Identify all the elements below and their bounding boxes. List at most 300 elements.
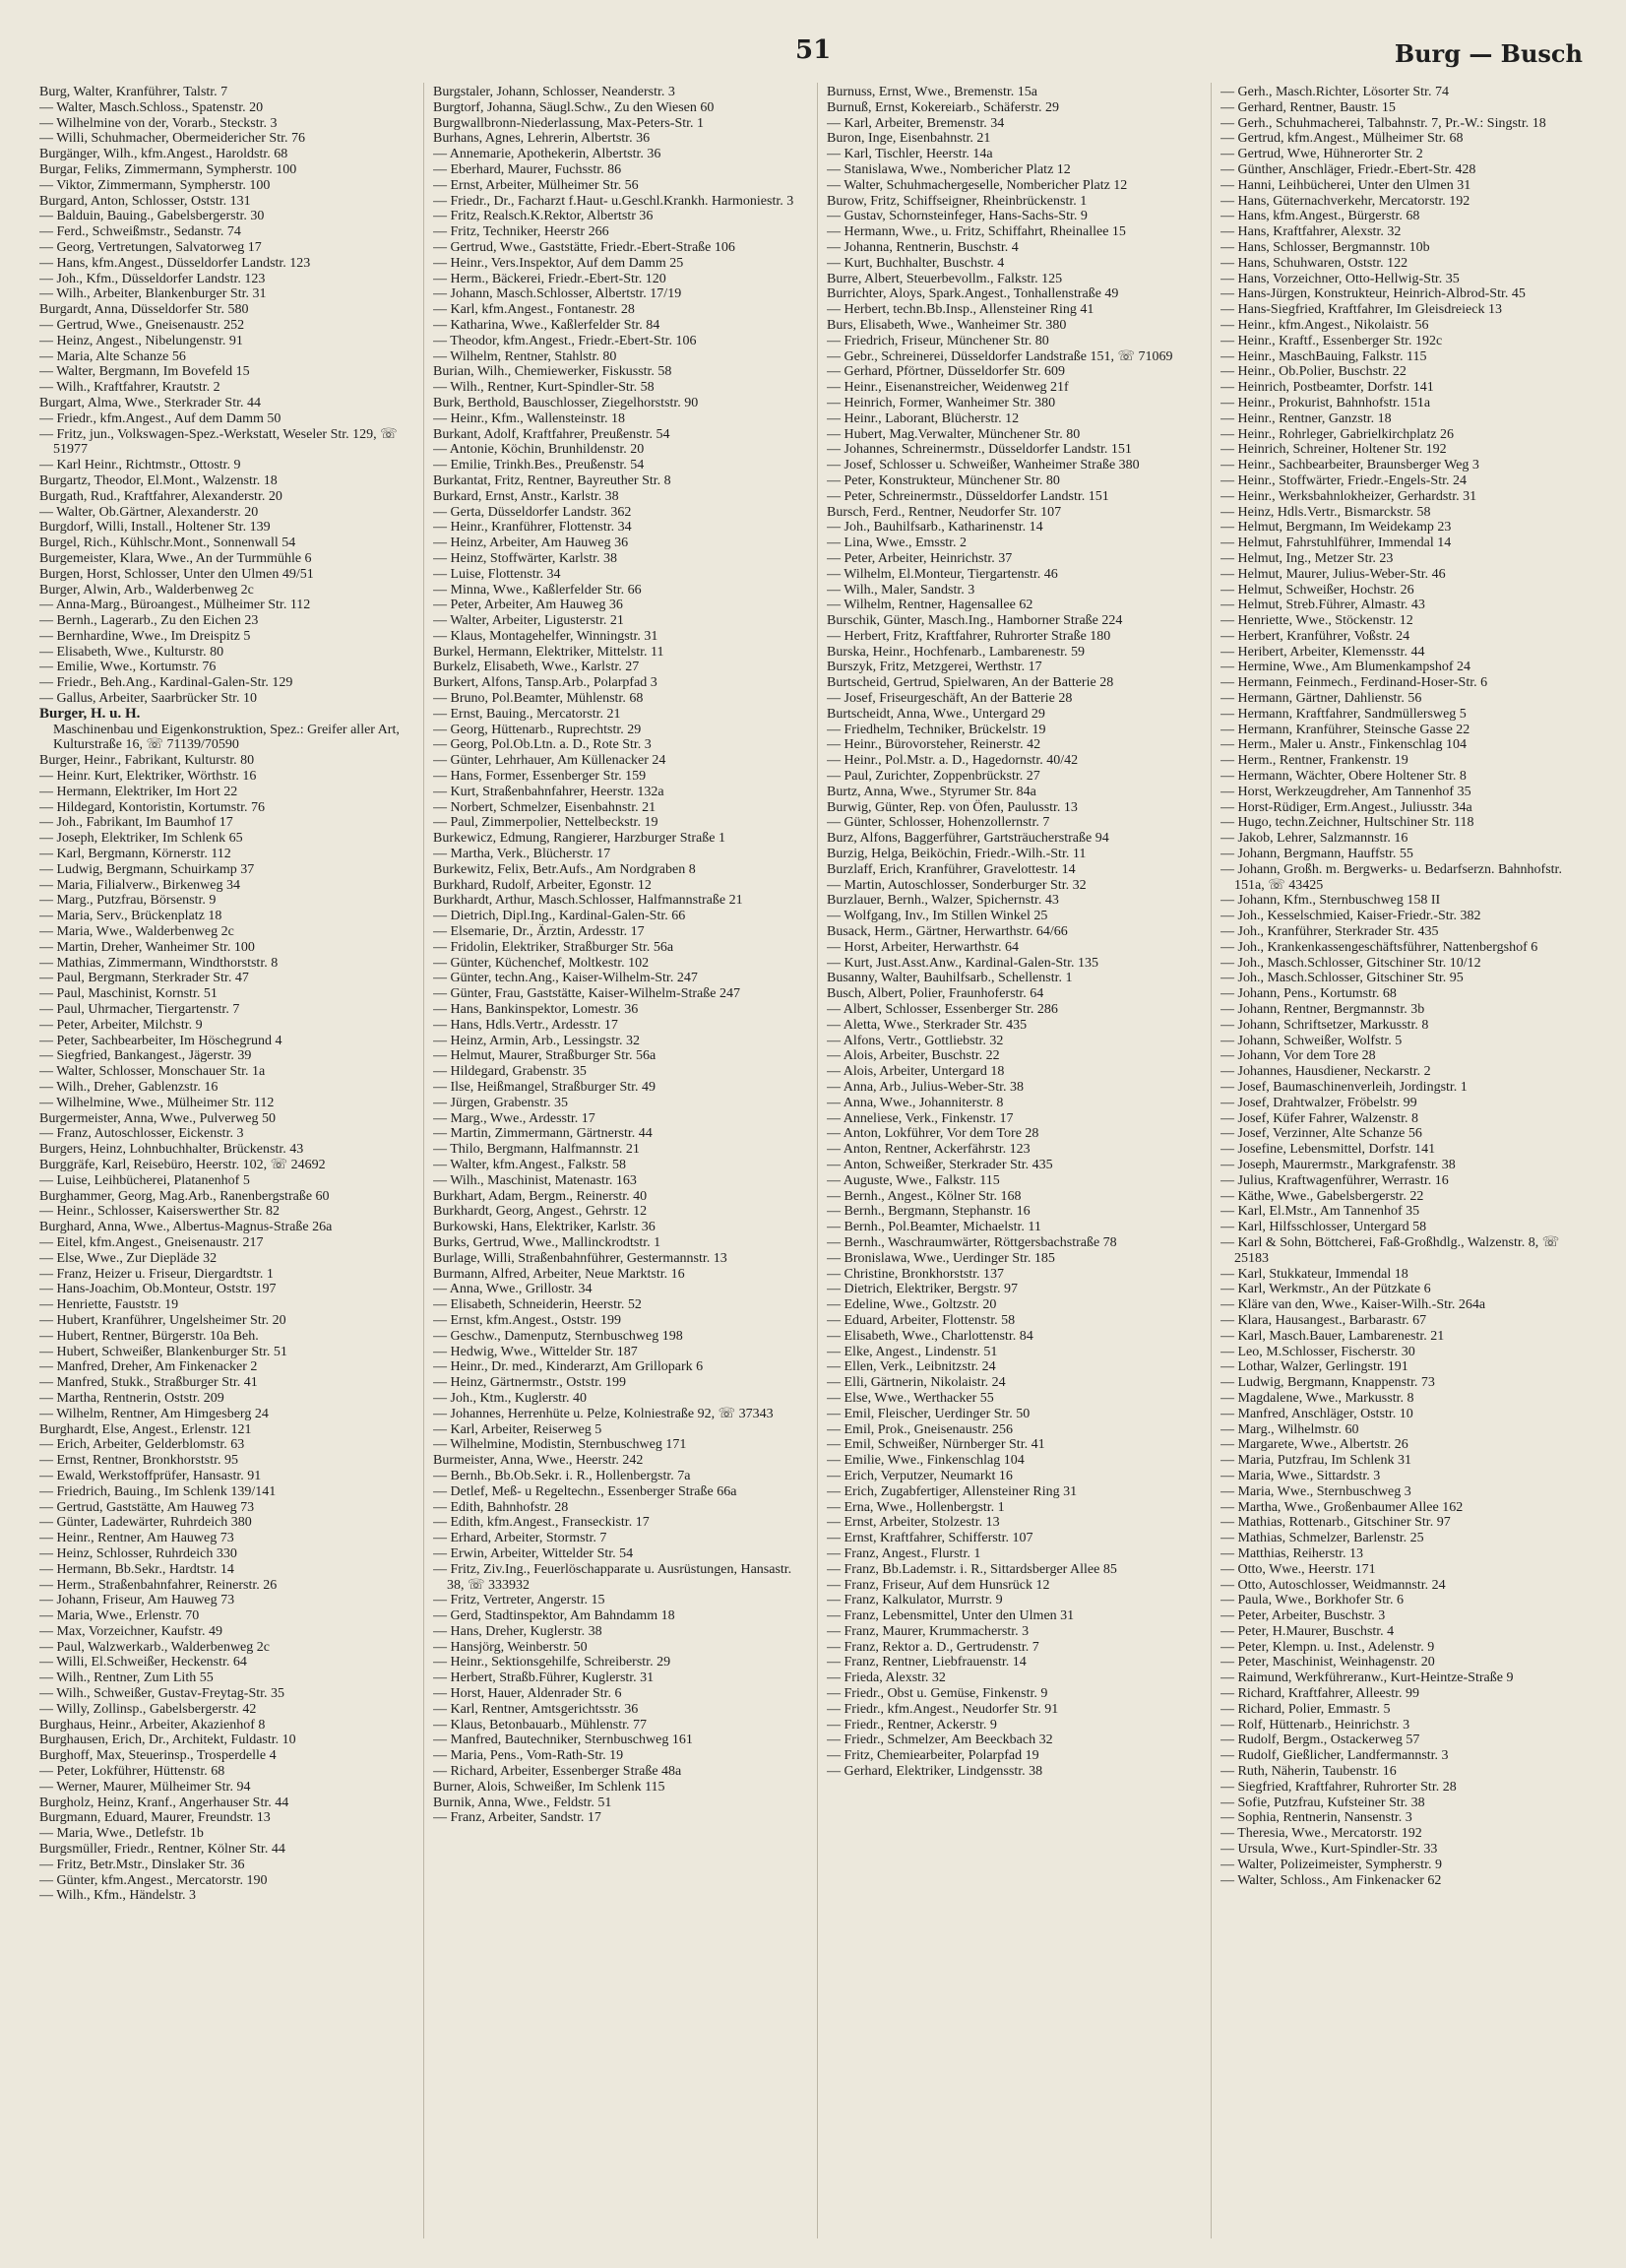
directory-entry: — Hubert, Rentner, Bürgerstr. 10a Beh.	[39, 1328, 259, 1344]
directory-entry: — Heinr., Prokurist, Bahnhofstr. 151a	[1220, 395, 1431, 410]
directory-entry: — Johannes, Schreinermstr., Düsseldorfer Landstr. 151	[827, 442, 1132, 458]
directory-entry: Burgard, Anton, Schlosser, Oststr. 131	[39, 193, 251, 209]
directory-entry: — Hermine, Wwe., Am Blumenkampshof 24	[1220, 660, 1471, 675]
directory-entry: — Herm., Bäckerei, Friedr.-Ebert-Str. 120	[433, 271, 666, 286]
directory-entry: — Richard, Polier, Emmastr. 5	[1220, 1701, 1391, 1717]
directory-entry: — Jakob, Lehrer, Salzmannstr. 16	[1220, 831, 1408, 847]
directory-entry: — Georg, Vertretungen, Salvatorweg 17	[39, 239, 262, 255]
directory-entry: Burtscheidt, Anna, Wwe., Untergard 29	[827, 706, 1045, 722]
directory-entry: — Gebr., Schreinerei, Düsseldorfer Landstraße 151, ☏ 71069	[827, 348, 1173, 364]
directory-entry: — Wilh., Kraftfahrer, Krautstr. 2	[39, 380, 220, 396]
directory-entry: — Fritz, Realsch.K.Rektor, Albertstr 36	[433, 209, 654, 224]
directory-columns	[39, 85, 1595, 2250]
directory-entry: — Walter, Schuhmachergeselle, Nombericher Platz 12	[827, 177, 1128, 193]
directory-entry: — Ludwig, Bergmann, Knappenstr. 73	[1220, 1375, 1435, 1391]
directory-entry: — Heinr., Pol.Mstr. a. D., Hagedornstr. 40/42	[827, 753, 1079, 769]
directory-entry: — Joh., Fabrikant, Im Baumhof 17	[39, 815, 233, 831]
directory-entry: Burk, Berthold, Bauschlosser, Ziegelhorststr. 90	[433, 395, 699, 410]
directory-entry: — Heinrich, Schreiner, Holtener Str. 192	[1220, 442, 1447, 458]
directory-entry: Burgel, Rich., Kühlschr.Mont., Sonnenwall 54	[39, 536, 296, 551]
directory-entry: — Willi, Schuhmacher, Obermeidericher Str. 76	[39, 131, 305, 147]
directory-entry: — Friedr., kfm.Angest., Auf dem Damm 50	[39, 410, 281, 426]
directory-entry: — Elisabeth, Wwe., Charlottenstr. 84	[827, 1328, 1033, 1344]
directory-entry: — Else, Wwe., Werthacker 55	[827, 1390, 994, 1406]
directory-entry: — Mathias, Rottenarb., Gitschiner Str. 97	[1220, 1515, 1451, 1531]
directory-entry: Burgers, Heinz, Lohnbuchhalter, Brückenstr. 43	[39, 1142, 304, 1158]
directory-entry: — Franz, Heizer u. Friseur, Diergardtstr. 1	[39, 1266, 274, 1282]
directory-entry: Burzig, Helga, Beiköchin, Friedr.-Wilh.-Str. 11	[827, 847, 1087, 862]
directory-entry: Burkhard, Rudolf, Arbeiter, Egonstr. 12	[433, 877, 652, 893]
directory-entry: — Kläre van den, Wwe., Kaiser-Wilh.-Str. 264a	[1220, 1297, 1486, 1313]
directory-entry: — Emil, Prok., Gneisenaustr. 256	[827, 1421, 1013, 1437]
directory-entry: — Peter, Arbeiter, Milchstr. 9	[39, 1017, 203, 1033]
directory-entry: Burger, H. u. H.	[39, 705, 141, 722]
directory-entry: — Helmut, Maurer, Julius-Weber-Str. 46	[1220, 566, 1446, 582]
directory-entry: — Bruno, Pol.Beamter, Mühlenstr. 68	[433, 691, 644, 707]
directory-entry: — Hans, Schlosser, Bergmannstr. 10b	[1220, 239, 1430, 255]
directory-entry: — Heribert, Arbeiter, Klemensstr. 44	[1220, 644, 1425, 660]
directory-entry: Burtz, Anna, Wwe., Styrumer Str. 84a	[827, 784, 1036, 799]
directory-entry: — Erwin, Arbeiter, Wittelder Str. 54	[433, 1545, 634, 1561]
directory-entry: — Karl, El.Mstr., Am Tannenhof 35	[1220, 1204, 1420, 1220]
directory-entry: — Günter, kfm.Angest., Mercatorstr. 190	[39, 1872, 268, 1888]
directory-entry: — Hans, Dreher, Kuglerstr. 38	[433, 1623, 602, 1639]
directory-entry: — Gerta, Düsseldorfer Landstr. 362	[433, 504, 632, 520]
directory-entry: — Käthe, Wwe., Gabelsbergerstr. 22	[1220, 1188, 1424, 1204]
directory-entry: — Manfred, Dreher, Am Finkenacker 2	[39, 1359, 258, 1375]
directory-entry: Burgholz, Heinz, Kranf., Angerhauser Str. 44	[39, 1795, 289, 1810]
directory-entry: Burwig, Günter, Rep. von Öfen, Paulusstr. 13	[827, 799, 1078, 815]
directory-entry: — Viktor, Zimmermann, Sympherstr. 100	[39, 177, 271, 193]
directory-entry: — Paul, Uhrmacher, Tiergartenstr. 7	[39, 1002, 240, 1018]
directory-entry: — Luise, Leihbücherei, Platanenhof 5	[39, 1172, 250, 1188]
directory-entry: — Herm., Maler u. Anstr., Finkenschlag 104	[1220, 737, 1468, 753]
directory-entry: — Horst-Rüdiger, Erm.Angest., Juliusstr. 34a	[1220, 799, 1472, 815]
directory-entry: Burghard, Anna, Wwe., Albertus-Magnus-Straße 26a	[39, 1220, 333, 1235]
directory-entry: — Walter, kfm.Angest., Falkstr. 58	[433, 1157, 626, 1172]
directory-entry: Burggräfe, Karl, Reisebüro, Heerstr. 102, ☏ 24692	[39, 1157, 326, 1172]
directory-entry: — Theresia, Wwe., Mercatorstr. 192	[1220, 1826, 1422, 1842]
directory-entry: — Heinr., Werksbahnlokheizer, Gerhardstr. 31	[1220, 488, 1477, 504]
directory-entry: — Franz, Rektor a. D., Gertrudenstr. 7	[827, 1639, 1039, 1655]
directory-entry: — Elsemarie, Dr., Ärztin, Ardesstr. 17	[433, 924, 645, 940]
directory-entry: Burgart, Alma, Wwe., Sterkrader Str. 44	[39, 395, 261, 410]
directory-entry: — Heinz, Gärtnermstr., Oststr. 199	[433, 1375, 626, 1391]
directory-entry: — Else, Wwe., Zur Diepläde 32	[39, 1250, 218, 1266]
directory-entry: — Anneliese, Verk., Finkenstr. 17	[827, 1110, 1014, 1126]
directory-entry: — Hans, Bankinspektor, Lomestr. 36	[433, 1002, 639, 1018]
directory-entry: — Auguste, Wwe., Falkstr. 115	[827, 1172, 1000, 1188]
directory-entry: — Mathias, Schmelzer, Barlenstr. 25	[1220, 1531, 1424, 1546]
directory-entry: — Alois, Arbeiter, Buschstr. 22	[827, 1048, 1000, 1064]
directory-entry: — Wilh., Rentner, Kurt-Spindler-Str. 58	[433, 380, 655, 396]
directory-entry: — Anna-Marg., Büroangest., Mülheimer Str. 112	[39, 598, 311, 613]
directory-entry: — Heinz, Stoffwärter, Karlstr. 38	[433, 550, 617, 566]
directory-entry: — Edeline, Wwe., Goltzstr. 20	[827, 1297, 997, 1313]
directory-entry: Burgen, Horst, Schlosser, Unter den Ulmen 49/51	[39, 566, 314, 582]
directory-entry: — Wilh., Maschinist, Matenastr. 163	[433, 1172, 637, 1188]
directory-entry: — Heinz, Arbeiter, Am Hauweg 36	[433, 536, 629, 551]
directory-entry: Burgsmüller, Friedr., Rentner, Kölner Str. 44	[39, 1842, 285, 1858]
directory-entry: — Rolf, Hüttenarb., Heinrichstr. 3	[1220, 1717, 1410, 1732]
directory-entry: — Fritz, jun., Volkswagen-Spez.-Werkstatt, Weseler Str. 129, ☏ 51977	[39, 426, 398, 458]
directory-entry: — Karl, Werkmstr., An der Pützkate 6	[1220, 1282, 1431, 1297]
directory-entry: — Gerhard, Elektriker, Lindgensstr. 38	[827, 1764, 1043, 1780]
directory-entry: — Georg, Pol.Ob.Ltn. a. D., Rote Str. 3	[433, 737, 652, 753]
directory-entry: — Ernst, Rentner, Bronkhorststr. 95	[39, 1453, 239, 1469]
directory-entry: — Wilh., Schweißer, Gustav-Freytag-Str. 35	[39, 1686, 285, 1702]
directory-entry: — Gertrud, Gaststätte, Am Hauweg 73	[39, 1499, 255, 1515]
directory-entry: — Franz, Friseur, Auf dem Hunsrück 12	[827, 1577, 1050, 1593]
directory-entry: — Bernh., Waschraumwärter, Röttgersbachstraße 78	[827, 1234, 1117, 1250]
directory-entry: — Dietrich, Dipl.Ing., Kardinal-Galen-Str. 66	[433, 909, 686, 924]
directory-entry: — Bernh., Angest., Kölner Str. 168	[827, 1188, 1022, 1204]
directory-entry: — Günter, Küchenchef, Moltkestr. 102	[433, 955, 650, 971]
directory-entry: — Helmut, Fahrstuhlführer, Immendal 14	[1220, 536, 1452, 551]
directory-entry: — Heinr., Kraftf., Essenberger Str. 192c	[1220, 333, 1443, 348]
directory-entry: — Elke, Angest., Lindenstr. 51	[827, 1344, 998, 1359]
directory-entry: — Peter, Schreinermstr., Düsseldorfer Landstr. 151	[827, 488, 1109, 504]
directory-entry: — Siegfried, Kraftfahrer, Ruhrorter Str. 28	[1220, 1779, 1457, 1795]
directory-entry: — Fritz, Techniker, Heerstr 266	[433, 224, 609, 240]
directory-entry: — Ernst, Arbeiter, Stolzestr. 13	[827, 1515, 1000, 1531]
directory-entry: — Heinr., MaschBauing, Falkstr. 115	[1220, 348, 1427, 364]
directory-entry: — Gertrud, Wwe, Hühnerorter Str. 2	[1220, 147, 1423, 162]
directory-entry: — Elisabeth, Schneiderin, Heerstr. 52	[433, 1297, 642, 1313]
directory-entry: — Hermann, Kranführer, Steinsche Gasse 22	[1220, 722, 1470, 737]
directory-entry: — Paul, Zimmerpolier, Nettelbeckstr. 19	[433, 815, 658, 831]
directory-entry: — Kurt, Just.Asst.Anw., Kardinal-Galen-Str. 135	[827, 955, 1098, 971]
directory-entry: — Luise, Flottenstr. 34	[433, 566, 561, 582]
directory-entry: — Helmut, Bergmann, Im Weidekamp 23	[1220, 520, 1452, 536]
directory-entry: — Peter, Lokführer, Hüttenstr. 68	[39, 1764, 225, 1780]
directory-entry: — Erhard, Arbeiter, Stormstr. 7	[433, 1531, 607, 1546]
directory-entry: — Helmut, Streb.Führer, Almastr. 43	[1220, 598, 1425, 613]
directory-entry: — Stanislawa, Wwe., Nombericher Platz 12	[827, 161, 1071, 177]
directory-entry: Burks, Gertrud, Wwe., Mallinckrodtstr. 1	[433, 1234, 661, 1250]
directory-entry: — Walter, Polizeimeister, Sympherstr. 9	[1220, 1857, 1442, 1872]
directory-entry: — Heinr., Kranführer, Flottenstr. 34	[433, 520, 632, 536]
directory-entry: — Heinr., Sachbearbeiter, Braunsberger Weg 3	[1220, 458, 1479, 473]
directory-entry: — Herbert, Kranführer, Voßstr. 24	[1220, 628, 1410, 644]
directory-entry: — Annemarie, Apothekerin, Albertstr. 36	[433, 147, 661, 162]
directory-entry: — Hans, Kraftfahrer, Alexstr. 32	[1220, 224, 1402, 240]
directory-entry: — Heinrich, Former, Wanheimer Str. 380	[827, 395, 1056, 410]
directory-entry: — Walter, Ob.Gärtner, Alexanderstr. 20	[39, 504, 259, 520]
directory-entry: — Hans, Former, Essenberger Str. 159	[433, 769, 647, 785]
directory-entry: — Maria, Wwe., Detlefstr. 1b	[39, 1826, 204, 1842]
directory-entry: Burnuß, Ernst, Kokereiarb., Schäferstr. 29	[827, 99, 1059, 115]
directory-entry: — Joh., Krankenkassengeschäftsführer, Nattenbergshof 6	[1220, 939, 1538, 955]
directory-entry: — Joh., Kranführer, Sterkrader Str. 435	[1220, 924, 1439, 940]
directory-entry: Burg, Walter, Kranführer, Talstr. 7	[39, 85, 228, 99]
directory-entry: Burz, Alfons, Baggerführer, Gartsträucherstraße 94	[827, 831, 1109, 847]
directory-entry: — Mathias, Zimmermann, Windthorststr. 8	[39, 955, 279, 971]
directory-entry: — Franz, Arbeiter, Sandstr. 17	[433, 1810, 601, 1826]
directory-entry: — Rudolf, Gießlicher, Landfermannstr. 3	[1220, 1748, 1449, 1764]
directory-entry: — Erich, Verputzer, Neumarkt 16	[827, 1468, 1013, 1483]
directory-entry: — Karl & Sohn, Böttcherei, Faß-Großhdlg., Walzenstr. 8, ☏ 25183	[1220, 1234, 1560, 1266]
directory-entry: — Alfons, Vertr., Gottliebstr. 32	[827, 1033, 1004, 1048]
directory-entry: Burkel, Hermann, Elektriker, Mittelstr. 11	[433, 644, 664, 660]
directory-entry: — Ilse, Heißmangel, Straßburger Str. 49	[433, 1080, 657, 1095]
directory-entry: — Franz, Lebensmittel, Unter den Ulmen 31	[827, 1608, 1075, 1624]
directory-entry: — Emilie, Wwe., Finkenschlag 104	[827, 1453, 1025, 1469]
directory-entry: — Franz, Bb.Lademstr. i. R., Sittardsberger Allee 85	[827, 1561, 1117, 1577]
directory-entry: — Maria, Wwe., Walderbenweg 2c	[39, 924, 234, 940]
page-number: 51	[795, 35, 832, 65]
directory-entry: — Heinz, Schlosser, Ruhrdeich 330	[39, 1545, 237, 1561]
directory-entry: — Detlef, Meß- u Regeltechn., Essenberger Straße 66a	[433, 1483, 737, 1499]
directory-column-4	[1220, 85, 1591, 2245]
directory-entry: Burkhardt, Georg, Angest., Gehrstr. 12	[433, 1204, 648, 1220]
directory-entry: — Anton, Lokführer, Vor dem Tore 28	[827, 1126, 1039, 1142]
directory-entry: — Joh., Kesselschmied, Kaiser-Friedr.-Str. 382	[1220, 909, 1481, 924]
directory-column-3	[827, 85, 1197, 2245]
directory-entry: — Elli, Gärtnerin, Nikolaistr. 24	[827, 1375, 1006, 1391]
directory-entry: Burkert, Alfons, Tansp.Arb., Polarpfad 3	[433, 675, 657, 691]
directory-entry: — Peter, Klempn. u. Inst., Adelenstr. 9	[1220, 1639, 1435, 1655]
directory-entry: — Johann, Bergmann, Hauffstr. 55	[1220, 847, 1413, 862]
directory-entry: — Sophia, Rentnerin, Nansenstr. 3	[1220, 1810, 1412, 1826]
directory-entry: — Antonie, Köchin, Brunhildenstr. 20	[433, 442, 645, 458]
directory-entry: — Horst, Arbeiter, Herwarthstr. 64	[827, 939, 1020, 955]
directory-entry: — Fritz, Chemiearbeiter, Polarpfad 19	[827, 1748, 1039, 1764]
directory-entry: — Maria, Wwe., Erlenstr. 70	[39, 1608, 200, 1624]
directory-entry: — Klaus, Montagehelfer, Winningstr. 31	[433, 628, 658, 644]
directory-entry: — Joh., Bauhilfsarb., Katharinenstr. 14	[827, 520, 1043, 536]
directory-entry: — Johann, Friseur, Am Hauweg 73	[39, 1593, 235, 1608]
directory-entry: — Wilhelm, El.Monteur, Tiergartenstr. 46	[827, 566, 1058, 582]
directory-entry: — Josef, Baumaschinenverleih, Jordingstr. 1	[1220, 1080, 1468, 1095]
directory-entry: Burska, Heinr., Hochfenarb., Lambarenestr. 59	[827, 644, 1086, 660]
directory-entry: — Hermann, Gärtner, Dahlienstr. 56	[1220, 691, 1422, 707]
directory-entry: — Richard, Kraftfahrer, Alleestr. 99	[1220, 1686, 1419, 1702]
directory-entry: — Paul, Maschinist, Kornstr. 51	[39, 986, 218, 1002]
directory-entry: — Helmut, Schweißer, Hochstr. 26	[1220, 582, 1414, 598]
directory-entry: Burkard, Ernst, Anstr., Karlstr. 38	[433, 488, 619, 504]
directory-entry: — Martha, Rentnerin, Oststr. 209	[39, 1390, 224, 1406]
directory-entry: — Gerh., Masch.Richter, Lösorter Str. 74	[1220, 85, 1449, 99]
directory-entry: — Hugo, techn.Zeichner, Hultschiner Str. 118	[1220, 815, 1474, 831]
directory-entry: — Johann, Kfm., Sternbuschweg 158 II	[1220, 893, 1441, 909]
directory-entry: Burgermeister, Anna, Wwe., Pulverweg 50	[39, 1110, 276, 1126]
directory-entry: — Wilhelm, Rentner, Stahlstr. 80	[433, 348, 617, 364]
directory-entry: — Peter, Konstrukteur, Münchener Str. 80	[827, 472, 1060, 488]
directory-entry: — Johann, Rentner, Bergmannstr. 3b	[1220, 1002, 1425, 1018]
directory-entry: Burghardt, Else, Angest., Erlenstr. 121	[39, 1421, 252, 1437]
directory-entry: — Heinr., Sektionsgehilfe, Schreiberstr. 29	[433, 1655, 671, 1670]
directory-entry: — Heinr., Bürovorsteher, Reinerstr. 42	[827, 737, 1041, 753]
directory-entry: — Johann, Pens., Kortumstr. 68	[1220, 986, 1397, 1002]
directory-entry: — Hans, kfm.Angest., Bürgerstr. 68	[1220, 209, 1420, 224]
directory-entry: Burszyk, Fritz, Metzgerei, Werthstr. 17	[827, 660, 1042, 675]
directory-entry: — Friedr., Beh.Ang., Kardinal-Galen-Str. 129	[39, 675, 293, 691]
directory-entry: — Heinr., Ob.Polier, Buschstr. 22	[1220, 364, 1407, 380]
directory-entry: Burzlaff, Erich, Kranführer, Gravelottestr. 14	[827, 861, 1076, 877]
directory-entry: — Ludwig, Bergmann, Schuirkamp 37	[39, 861, 255, 877]
directory-entry: — Gallus, Arbeiter, Saarbrücker Str. 10	[39, 691, 258, 707]
directory-entry: — Peter, H.Maurer, Buschstr. 4	[1220, 1623, 1395, 1639]
directory-entry: — Hermann, Elektriker, Im Hort 22	[39, 784, 238, 799]
directory-entry: — Joh., Kfm., Düsseldorfer Landstr. 123	[39, 271, 266, 286]
directory-entry: — Hans-Siegfried, Kraftfahrer, Im Gleisdreieck 13	[1220, 302, 1502, 318]
directory-entry: — Johanna, Rentnerin, Buschstr. 4	[827, 239, 1019, 255]
directory-entry: — Karl, Arbeiter, Bremenstr. 34	[827, 115, 1005, 131]
directory-entry: Burgtorf, Johanna, Säugl.Schw., Zu den Wiesen 60	[433, 99, 715, 115]
directory-entry: — Heinz, Hdls.Vertr., Bismarckstr. 58	[1220, 504, 1431, 520]
directory-entry: — Hermann, Feinmech., Ferdinand-Hoser-Str. 6	[1220, 675, 1488, 691]
directory-entry: — Günter, Lehrhauer, Am Küllenacker 24	[433, 753, 666, 769]
directory-entry: — Kurt, Straßenbahnfahrer, Heerstr. 132a	[433, 784, 664, 799]
directory-entry: — Maria, Wwe., Sternbuschweg 3	[1220, 1483, 1411, 1499]
directory-entry: — Otto, Wwe., Heerstr. 171	[1220, 1561, 1376, 1577]
directory-entry: — Peter, Maschinist, Weinhagenstr. 20	[1220, 1655, 1435, 1670]
directory-entry: — Manfred, Stukk., Straßburger Str. 41	[39, 1375, 258, 1391]
directory-entry: — Joh., Masch.Schlosser, Gitschiner Str. 95	[1220, 971, 1464, 986]
directory-entry: — Karl, Tischler, Heerstr. 14a	[827, 147, 993, 162]
directory-entry: — Hans, Schuhwaren, Oststr. 122	[1220, 255, 1408, 271]
directory-entry: — Maria, Filialverw., Birkenweg 34	[39, 877, 240, 893]
directory-entry: Burgwallbronn-Niederlassung, Max-Peters-Str. 1	[433, 115, 705, 131]
directory-entry: — Otto, Autoschlosser, Weidmannstr. 24	[1220, 1577, 1446, 1593]
directory-entry: — Alois, Arbeiter, Untergard 18	[827, 1064, 1005, 1080]
directory-entry: — Heinr., Rentner, Ganzstr. 18	[1220, 410, 1392, 426]
directory-entry: — Gertrud, kfm.Angest., Mülheimer Str. 68	[1220, 131, 1464, 147]
directory-entry: — Walter, Bergmann, Im Bovefeld 15	[39, 364, 250, 380]
directory-entry: Burnik, Anna, Wwe., Feldstr. 51	[433, 1795, 612, 1810]
directory-entry: — Heinr., Stoffwärter, Friedr.-Engels-Str. 24	[1220, 472, 1467, 488]
directory-entry: — Heinrich, Postbeamter, Dorfstr. 141	[1220, 380, 1434, 396]
directory-entry: — Frieda, Alexstr. 32	[827, 1670, 946, 1686]
directory-entry: — Hubert, Schweißer, Blankenburger Str. 51	[39, 1344, 287, 1359]
directory-entry: — Peter, Sachbearbeiter, Im Höschegrund 4	[39, 1033, 282, 1048]
directory-entry: Burghoff, Max, Steuerinsp., Trosperdelle 4	[39, 1748, 277, 1764]
directory-entry: — Henriette, Fauststr. 19	[39, 1297, 179, 1313]
directory-entry: Burkowski, Hans, Elektriker, Karlstr. 36	[433, 1220, 656, 1235]
directory-entry: — Joh., Masch.Schlosser, Gitschiner Str. 10/12	[1220, 955, 1481, 971]
directory-entry: — Karl, Rentner, Amtsgerichtsstr. 36	[433, 1701, 639, 1717]
directory-entry: Burow, Fritz, Schiffseigner, Rheinbrückenstr. 1	[827, 193, 1088, 209]
directory-entry: Burlage, Willi, Straßenbahnführer, Gestermannstr. 13	[433, 1250, 727, 1266]
directory-entry: Burghausen, Erich, Dr., Architekt, Fuldastr. 10	[39, 1732, 296, 1748]
directory-entry: — Thilo, Bergmann, Halfmannstr. 21	[433, 1142, 640, 1158]
directory-entry: — Hansjörg, Weinberstr. 50	[433, 1639, 588, 1655]
directory-entry: — Heinr., Laborant, Blücherstr. 12	[827, 410, 1020, 426]
directory-entry: — Walter, Masch.Schloss., Spatenstr. 20	[39, 99, 264, 115]
directory-entry: — Willi, El.Schweißer, Heckenstr. 64	[39, 1655, 247, 1670]
directory-entry: — Ferd., Schweißmstr., Sedanstr. 74	[39, 224, 241, 240]
directory-entry: — Heinr., Vers.Inspektor, Auf dem Damm 25	[433, 255, 684, 271]
directory-entry: — Joh., Ktm., Kuglerstr. 40	[433, 1390, 587, 1406]
directory-entry: — Herbert, Straßb.Führer, Kuglerstr. 31	[433, 1670, 655, 1686]
directory-entry: — Ursula, Wwe., Kurt-Spindler-Str. 33	[1220, 1842, 1438, 1858]
directory-entry: — Wilh., Kfm., Händelstr. 3	[39, 1888, 196, 1904]
directory-entry: — Bronislawa, Wwe., Uerdinger Str. 185	[827, 1250, 1055, 1266]
directory-entry: — Anton, Rentner, Ackerfährstr. 123	[827, 1142, 1031, 1158]
directory-entry: — Josef, Schlosser u. Schweißer, Wanheimer Straße 380	[827, 458, 1140, 473]
directory-entry: — Helmut, Maurer, Straßburger Str. 56a	[433, 1048, 657, 1064]
directory-entry: — Hermann, Wwe., u. Fritz, Schiffahrt, Rheinallee 15	[827, 224, 1126, 240]
directory-entry: — Theodor, kfm.Angest., Friedr.-Ebert-Str. 106	[433, 333, 697, 348]
directory-entry: — Fritz, Ziv.Ing., Feuerlöschapparate u. Ausrüstungen, Hansastr. 38, ☏ 333932	[433, 1561, 792, 1593]
directory-entry: — Margarete, Wwe., Albertstr. 26	[1220, 1437, 1408, 1453]
directory-entry: Busanny, Walter, Bauhilfsarb., Schellenstr. 1	[827, 971, 1073, 986]
directory-entry: — Geschw., Damenputz, Sternbuschweg 198	[433, 1328, 683, 1344]
directory-entry: — Edith, kfm.Angest., Franseckistr. 17	[433, 1515, 650, 1531]
directory-entry: Busch, Albert, Polier, Fraunhoferstr. 64	[827, 986, 1044, 1002]
directory-entry: — Erna, Wwe., Hollenbergstr. 1	[827, 1499, 1005, 1515]
directory-entry: — Marg., Wilhelmstr. 60	[1220, 1421, 1359, 1437]
directory-entry: — Willy, Zollinsp., Gabelsbergerstr. 42	[39, 1701, 257, 1717]
directory-entry: — Karl, Stukkateur, Immendal 18	[1220, 1266, 1408, 1282]
directory-entry: Burkelz, Elisabeth, Wwe., Karlstr. 27	[433, 660, 640, 675]
directory-entry: — Wilhelm, Rentner, Am Himgesberg 24	[39, 1406, 269, 1421]
directory-entry: — Peter, Arbeiter, Am Hauweg 36	[433, 598, 623, 613]
directory-entry: — Wilh., Rentner, Zum Lith 55	[39, 1670, 214, 1686]
directory-entry: — Fritz, Betr.Mstr., Dinslaker Str. 36	[39, 1857, 245, 1872]
directory-entry: — Herbert, techn.Bb.Insp., Allensteiner Ring 41	[827, 302, 1094, 318]
directory-entry: — Johann, Schweißer, Wolfstr. 5	[1220, 1033, 1403, 1048]
directory-entry: Burtscheid, Gertrud, Spielwaren, An der Batterie 28	[827, 675, 1114, 691]
directory-entry: — Maria, Putzfrau, Im Schlenk 31	[1220, 1453, 1412, 1469]
directory-entry: — Raimund, Werkführeranw., Kurt-Heintze-Straße 9	[1220, 1670, 1514, 1686]
directory-entry: — Hildegard, Kontoristin, Kortumstr. 76	[39, 799, 266, 815]
directory-entry: Burgath, Rud., Kraftfahrer, Alexanderstr. 20	[39, 488, 282, 504]
directory-entry: — Johannes, Hausdiener, Neckarstr. 2	[1220, 1064, 1431, 1080]
directory-entry: — Hans, Vorzeichner, Otto-Hellwig-Str. 35	[1220, 271, 1460, 286]
directory-entry: — Heinr., Schlosser, Kaiserswerther Str. 82	[39, 1204, 281, 1220]
directory-entry: Burgstaler, Johann, Schlosser, Neanderstr. 3	[433, 85, 675, 99]
directory-entry: — Heinr., Rentner, Am Hauweg 73	[39, 1531, 234, 1546]
directory-entry: — Emil, Fleischer, Uerdinger Str. 50	[827, 1406, 1031, 1421]
directory-entry: Burgardt, Anna, Düsseldorfer Str. 580	[39, 302, 249, 318]
directory-entry: — Hildegard, Grabenstr. 35	[433, 1064, 587, 1080]
directory-entry: Burgar, Feliks, Zimmermann, Sympherstr. 100	[39, 161, 297, 177]
directory-entry: — Gertrud, Wwe., Gaststätte, Friedr.-Ebert-Straße 106	[433, 239, 735, 255]
directory-entry: Burgemeister, Klara, Wwe., An der Turmmühle 6	[39, 550, 312, 566]
directory-entry: — Martin, Autoschlosser, Sonderburger Str. 32	[827, 877, 1087, 893]
directory-entry: — Wolfgang, Inv., Im Stillen Winkel 25	[827, 909, 1048, 924]
directory-entry: — Martin, Dreher, Wanheimer Str. 100	[39, 939, 255, 955]
directory-entry: — Heinr., Eisenanstreicher, Weidenweg 21f	[827, 380, 1069, 396]
directory-entry: — Horst, Hauer, Aldenrader Str. 6	[433, 1686, 622, 1702]
directory-entry: Maschinenbau und Eigenkonstruktion, Spez.: Greifer aller Art, Kulturstraße 16, ☏ 71139/70590	[53, 722, 400, 753]
directory-entry: — Johann, Vor dem Tore 28	[1220, 1048, 1376, 1064]
directory-entry: — Wilhelmine, Wwe., Mülheimer Str. 112	[39, 1095, 275, 1110]
directory-entry: — Manfred, Anschläger, Oststr. 10	[1220, 1406, 1413, 1421]
directory-entry: — Gertrud, Wwe., Gneisenaustr. 252	[39, 317, 245, 333]
directory-entry: Burkewicz, Edmung, Rangierer, Harzburger Straße 1	[433, 831, 725, 847]
directory-entry: — Martha, Verk., Blücherstr. 17	[433, 847, 611, 862]
directory-entry: — Hans, kfm.Angest., Düsseldorfer Landstr. 123	[39, 255, 311, 271]
directory-entry: — Anna, Wwe., Grillostr. 34	[433, 1282, 593, 1297]
directory-entry: — Hans-Joachim, Ob.Monteur, Oststr. 197	[39, 1282, 277, 1297]
directory-entry: — Heinr., Kfm., Wallensteinstr. 18	[433, 410, 625, 426]
directory-entry: — Balduin, Bauing., Gabelsbergerstr. 30	[39, 209, 265, 224]
directory-entry: — Wilh., Maler, Sandstr. 3	[827, 582, 975, 598]
directory-entry: Burmann, Alfred, Arbeiter, Neue Marktstr. 16	[433, 1266, 685, 1282]
directory-entry: — Gerhard, Rentner, Baustr. 15	[1220, 99, 1396, 115]
directory-entry: — Karl, kfm.Angest., Fontanestr. 28	[433, 302, 635, 318]
directory-entry: — Wilhelmine, Modistin, Sternbuschweg 171	[433, 1437, 687, 1453]
directory-entry: — Edith, Bahnhofstr. 28	[433, 1499, 569, 1515]
directory-entry: — Ruth, Näherin, Taubenstr. 16	[1220, 1764, 1397, 1780]
directory-entry: — Gustav, Schornsteinfeger, Hans-Sachs-Str. 9	[827, 209, 1088, 224]
directory-entry: Bursch, Ferd., Rentner, Neudorfer Str. 107	[827, 504, 1062, 520]
directory-entry: — Johann, Masch.Schlosser, Albertstr. 17/19	[433, 286, 682, 302]
directory-entry: — Siegfried, Bankangest., Jägerstr. 39	[39, 1048, 252, 1064]
